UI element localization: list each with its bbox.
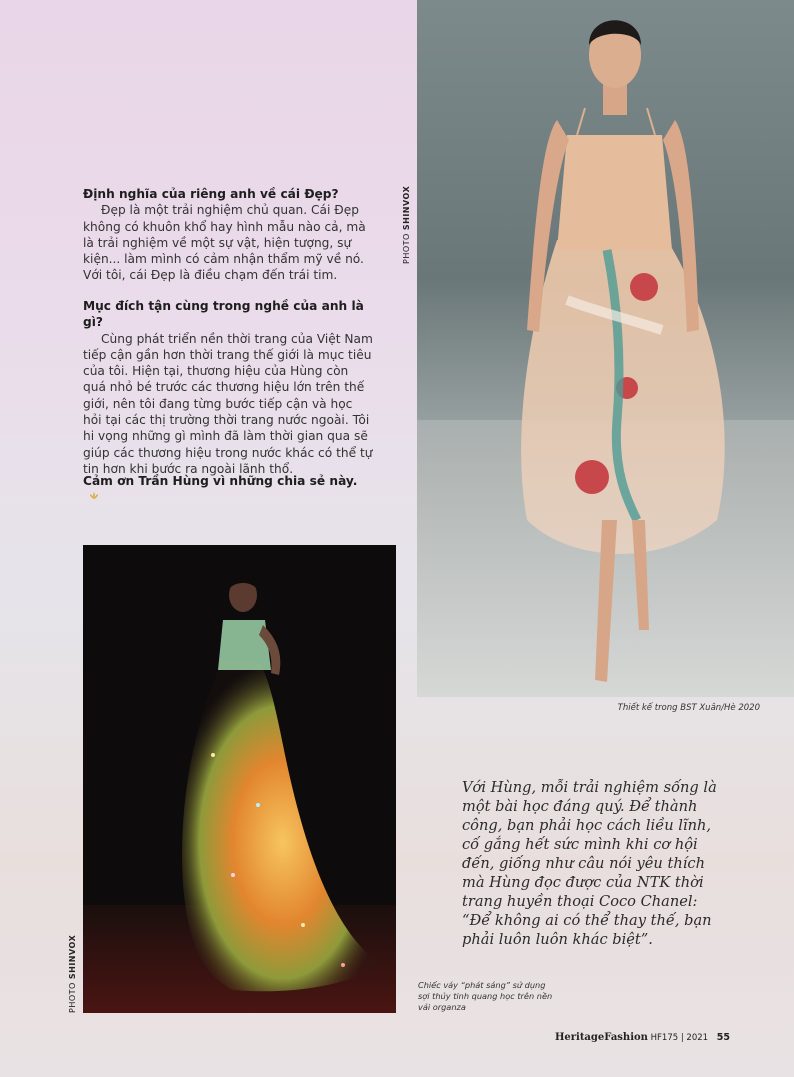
qa-block-beauty: [83, 186, 373, 284]
thanks-line: [83, 474, 373, 502]
answer-paragraph: Đẹp là một trải nghiệm chủ quan. Cái Đẹp không có khuôn khổ hay hình mẫu nào cả, mà là trải nghiệm về một sự vật, hiện tượng, sự kiện... làm mình có cảm nhận thẩm mỹ về nó. Với tôi, cái Đẹp là điều chạm đến trái tim.: [83, 203, 366, 283]
issue-info: HF175 | 2021: [650, 1033, 709, 1043]
caption-glowing-dress: Chiếc váy “phát sáng” sử dụng sợi thủy tinh quang học trên nền vải organza: [418, 980, 553, 1012]
photo-credit-runway: PHOTO SHINVOX: [402, 185, 411, 264]
page-footer: [555, 1032, 730, 1043]
page-number: 55: [716, 1032, 730, 1043]
caption-runway: Thiết kế trong BST Xuân/Hè 2020: [617, 703, 760, 713]
thanks-text: Cảm ơn Trần Hùng vì những chia sẻ này.: [83, 474, 358, 488]
answer-paragraph: Cùng phát triển nền thời trang của Việt Nam tiếp cận gần hơn thời trang thế giới là mục tiêu của tôi. Hiện tại, thương hiệu của Hùng còn quá nhỏ bé trước các thương hiệu lớn trên thế giới, nên tôi đang từng bước tiếp cận và học hỏi tại các thị trường thời trang nước ngoài. Tôi hi vọng những gì mình đã làm thời gian qua sẽ giúp các thương hiệu trong nước khác có thể tự tin hơn khi bước ra ngoài lãnh thổ.: [83, 331, 373, 476]
qa-block-purpose: [83, 298, 373, 477]
lotus-icon: [87, 491, 101, 500]
magazine-brand: HeritageFashion: [554, 1032, 648, 1043]
runway-photo: [417, 0, 794, 697]
question-heading: Mục đích tận cùng trong nghề của anh là gì?: [83, 299, 364, 330]
photo-credit-glow: PHOTO SHINVOX: [68, 934, 77, 1013]
glowing-dress-photo: [83, 545, 396, 1013]
pull-quote: Với Hùng, mỗi trải nghiệm sống là một bài học đáng quý. Để thành công, bạn phải học cách liều lĩnh, cố gắng hết sức mình khi cơ hội đến, giống như câu nói yêu thích mà Hùng đọc được của NTK thời trang huyền thoại Coco Chanel: “Để không ai có thể thay thế, bạn phải luôn luôn khác biệt”.: [462, 779, 717, 948]
question-heading: Định nghĩa của riêng anh về cái Đẹp?: [83, 187, 339, 201]
